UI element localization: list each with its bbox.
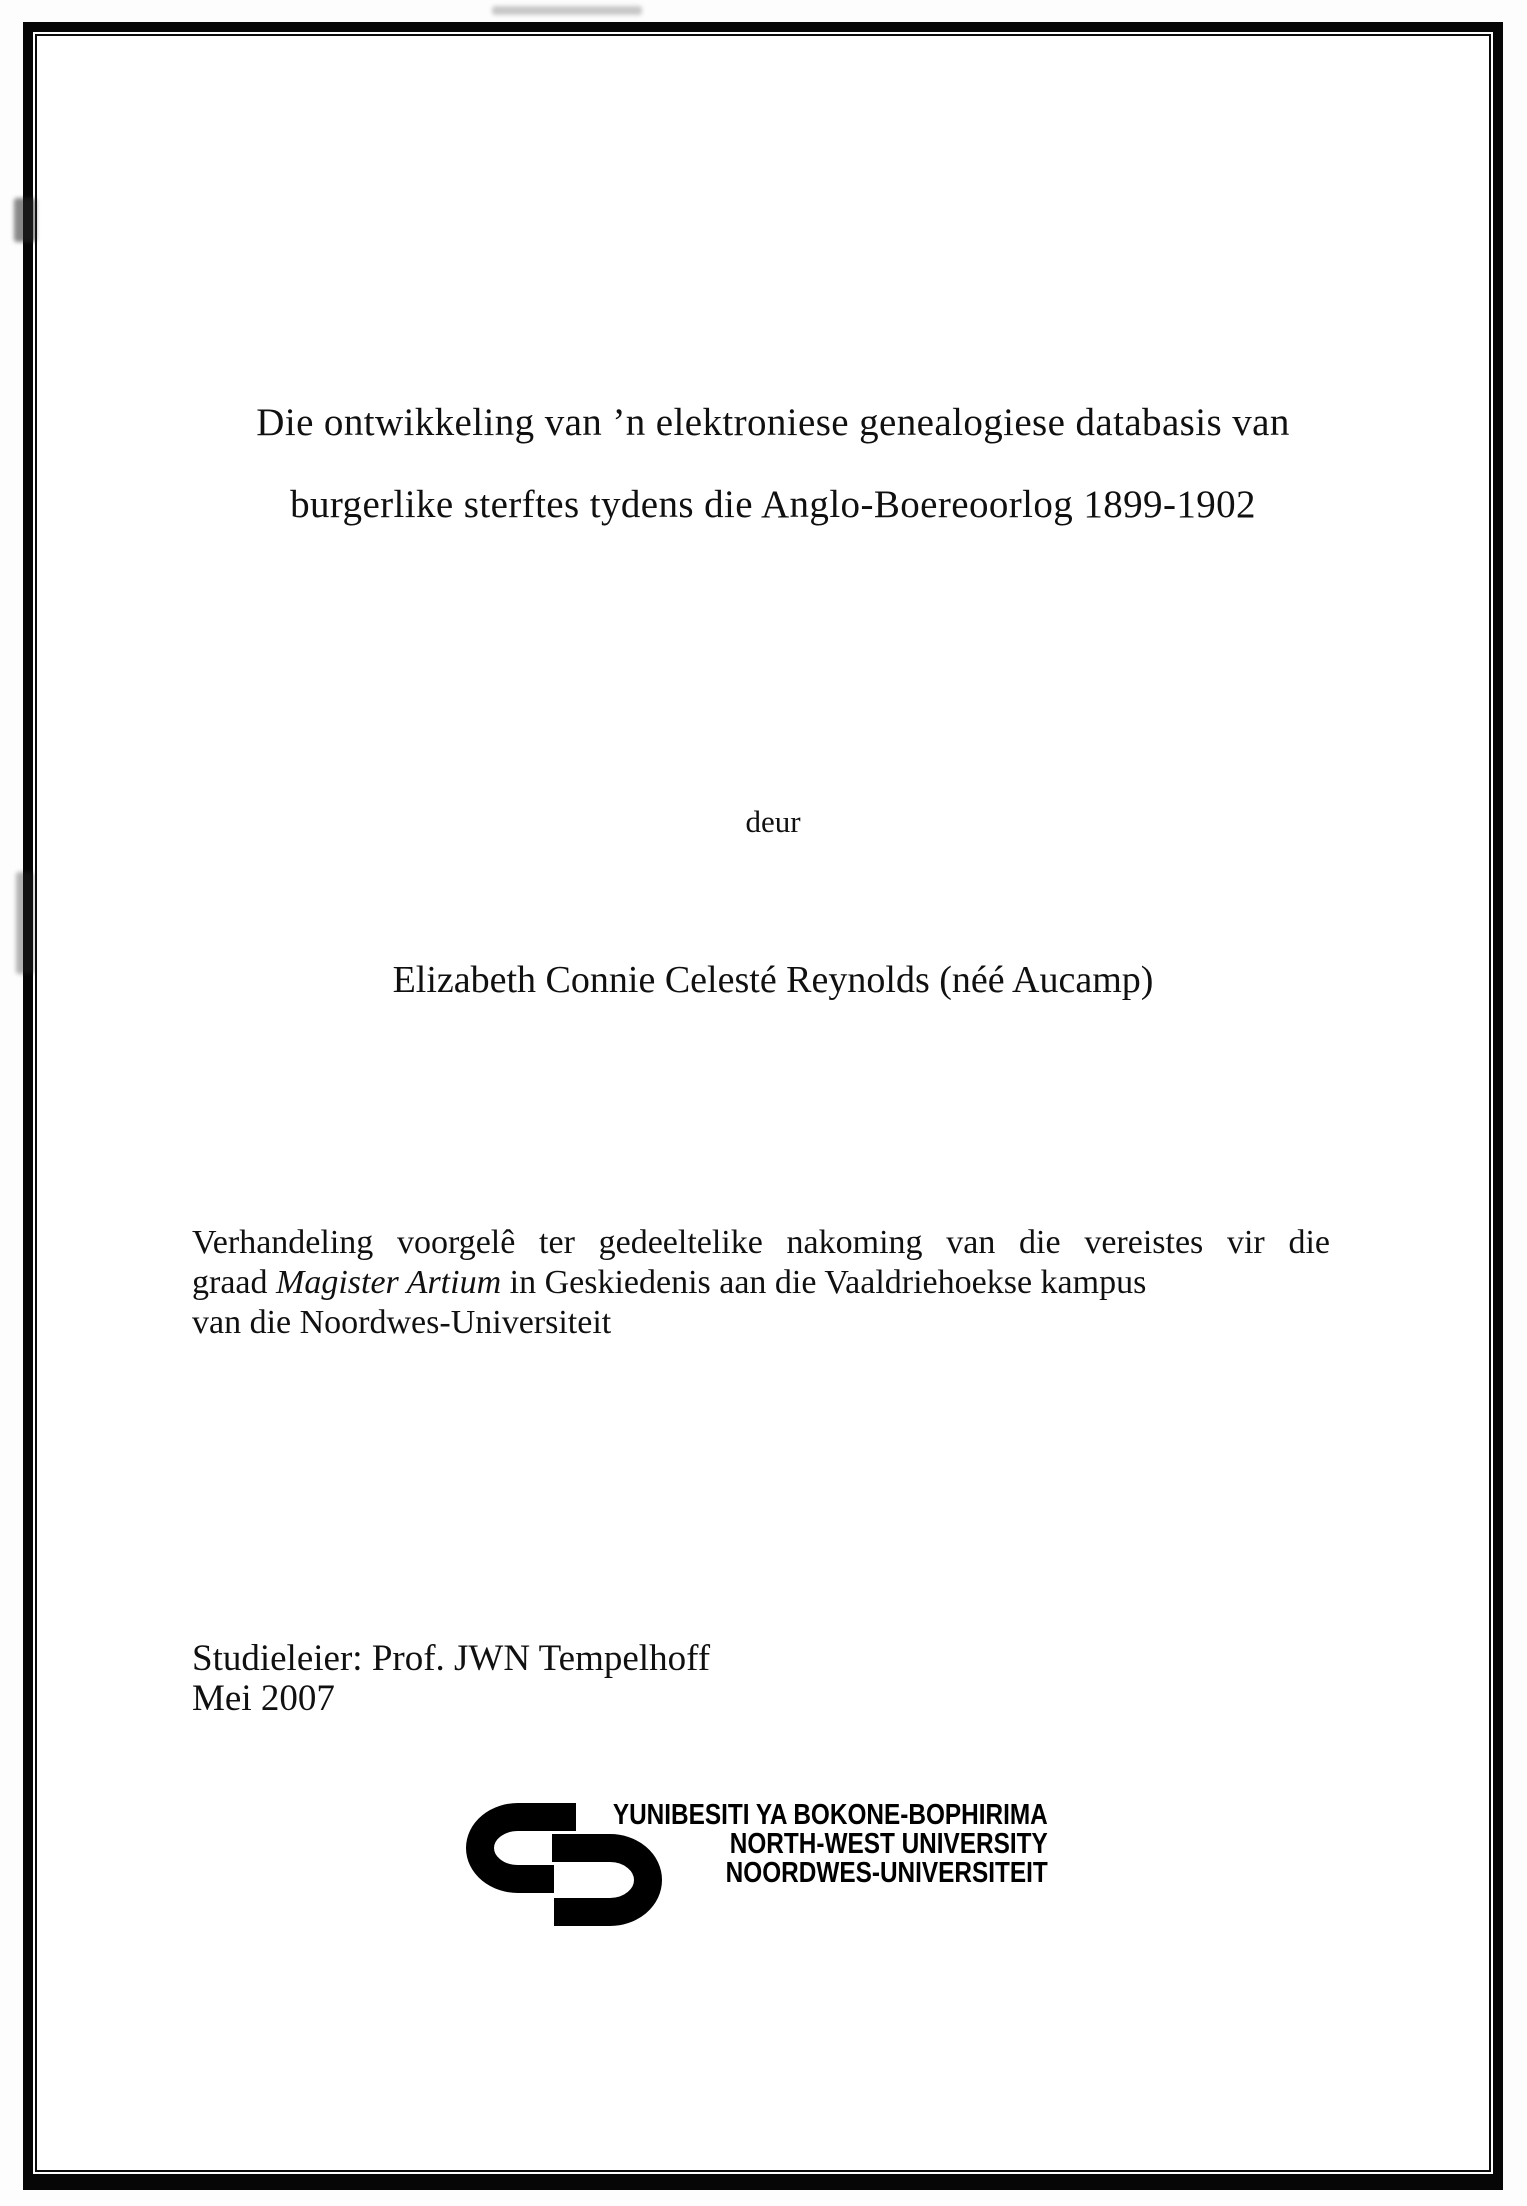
byline-preposition: deur [745,804,801,839]
submission-line-1: Verhandeling voorgelê ter gedeeltelike nakoming van die vereistes vir die [192,1224,1330,1261]
date-line: Mei 2007 [192,1678,335,1719]
submission-line-2-prefix: graad [192,1264,277,1301]
supervisor-line: Studieleier: Prof. JWN Tempelhoff [192,1638,711,1679]
submission-line-2 [192,1263,1330,1303]
author-name: Elizabeth Connie Celesté Reynolds (néé Aucamp) [392,959,1154,1001]
thesis-title-line-1: Die ontwikkeling van ’n elektroniese genealogiese databasis van [256,401,1290,444]
scan-smudge [16,872,34,974]
university-name-line-2: NORTH-WEST UNIVERSITY [729,1828,1048,1860]
university-name-line-3: NOORDWES-UNIVERSITEIT [725,1857,1048,1889]
university-name-line-1: YUNIBESITI YA BOKONE-BOPHIRIMA [613,1799,1048,1831]
university-name-lockup [613,1801,1048,1888]
thesis-title-line-2: burgerlike sterftes tydens die Anglo-Boereoorlog 1899-1902 [290,483,1256,526]
supervisor-block [192,1639,710,1719]
scan-smudge [14,198,36,242]
submission-line-3: van die Noordwes-Universiteit [192,1304,612,1341]
thesis-title [19,382,1527,546]
submission-statement [192,1223,1330,1343]
submission-line-2-suffix: in Geskiedenis aan die Vaaldriehoekse kampus [501,1264,1147,1301]
scan-smudge [492,6,642,15]
degree-name-italic: Magister Artium [276,1264,502,1301]
